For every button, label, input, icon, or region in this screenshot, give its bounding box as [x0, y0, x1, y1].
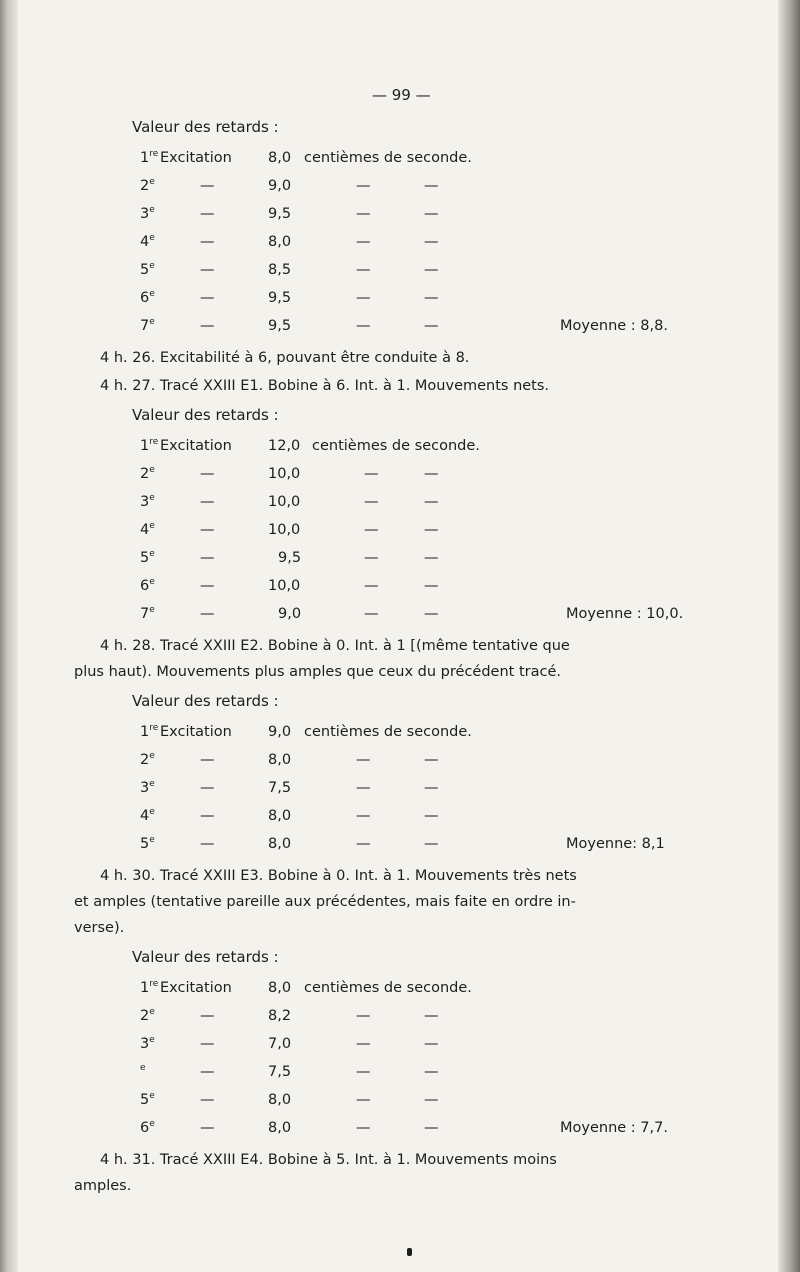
table-row: 1re Excitation 12,0 centièmes de seconde. [140, 437, 480, 454]
paragraph: amples. [74, 1178, 132, 1194]
block2-title: Valeur des retards : [132, 406, 279, 424]
table-row: 3e — 7,5 — — [140, 779, 439, 796]
table-row: 5e — 8,0 — — [140, 1091, 439, 1108]
paragraph: 4 h. 28. Tracé XXIII E2. Bobine à 0. Int. à 1 [(même tentative que [100, 638, 570, 654]
table-row: 3e — 10,0 — — [140, 493, 439, 510]
block1-title: Valeur des retards : [132, 118, 279, 136]
table-row: 4e — 10,0 — — [140, 521, 439, 538]
block4-title: Valeur des retards : [132, 948, 279, 966]
table-row: 3e — 9,5 — — [140, 205, 439, 222]
page-number: — 99 — [372, 86, 431, 104]
table-row: 5e — 8,5 — — [140, 261, 439, 278]
block1-moyenne: Moyenne : 8,8. [560, 318, 668, 334]
table-row: 2e — 10,0 — — [140, 465, 439, 482]
binding-shadow-right [778, 0, 800, 1272]
row-value: 8,0 [268, 150, 292, 166]
table-row: $^e$ — 7,5 — — [140, 1063, 439, 1080]
ink-mark [407, 1248, 412, 1256]
row-unit: centièmes de seconde. [304, 150, 472, 166]
paragraph: 4 h. 31. Tracé XXIII E4. Bobine à 5. Int. à 1. Mouvements moins [100, 1152, 557, 1168]
row-label: Excitation [160, 150, 232, 166]
table-row: 2e — 8,0 — — [140, 751, 439, 768]
block4-moyenne: Moyenne : 7,7. [560, 1120, 668, 1136]
table-row [0, 150, 760, 170]
table-row: 4e — 8,0 — — [140, 807, 439, 824]
block3-title: Valeur des retards : [132, 692, 279, 710]
paragraph: 4 h. 27. Tracé XXIII E1. Bobine à 6. Int. à 1. Mouvements nets. [100, 378, 550, 394]
table-row: 6e — 8,0 — — [140, 1119, 439, 1136]
table-row: 1re Excitation 9,0 centièmes de seconde. [140, 723, 472, 740]
table-row: 5e — 9,5 — — [140, 549, 439, 566]
table-row: 3e — 7,0 — — [140, 1035, 439, 1052]
paragraph: verse). [74, 920, 125, 936]
rank: 1re [140, 149, 159, 166]
table-row: 7e — 9,5 — — [140, 317, 439, 334]
table-row: 6e — 9,5 — — [140, 289, 439, 306]
table-row: 6e — 10,0 — — [140, 577, 439, 594]
paragraph: 4 h. 26. Excitabilité à 6, pouvant être conduite à 8. [100, 350, 470, 366]
block3-moyenne: Moyenne: 8,1 [566, 836, 665, 852]
table-row: 4e — 8,0 — — [140, 233, 439, 250]
table-row: 7e — 9,0 — — [140, 605, 439, 622]
paragraph: 4 h. 30. Tracé XXIII E3. Bobine à 0. Int. à 1. Mouvements très nets [100, 868, 577, 884]
table-row: 1re Excitation 8,0 centièmes de seconde. [140, 979, 472, 996]
block2-moyenne: Moyenne : 10,0. [566, 606, 684, 622]
paragraph: plus haut). Mouvements plus amples que ceux du précédent tracé. [74, 664, 561, 680]
table-row: 2e — 8,2 — — [140, 1007, 439, 1024]
table-row: 5e — 8,0 — — [140, 835, 439, 852]
table-row: 2e — 9,0 — — [140, 177, 439, 194]
paragraph: et amples (tentative pareille aux précédentes, mais faite en ordre in- [74, 894, 576, 910]
